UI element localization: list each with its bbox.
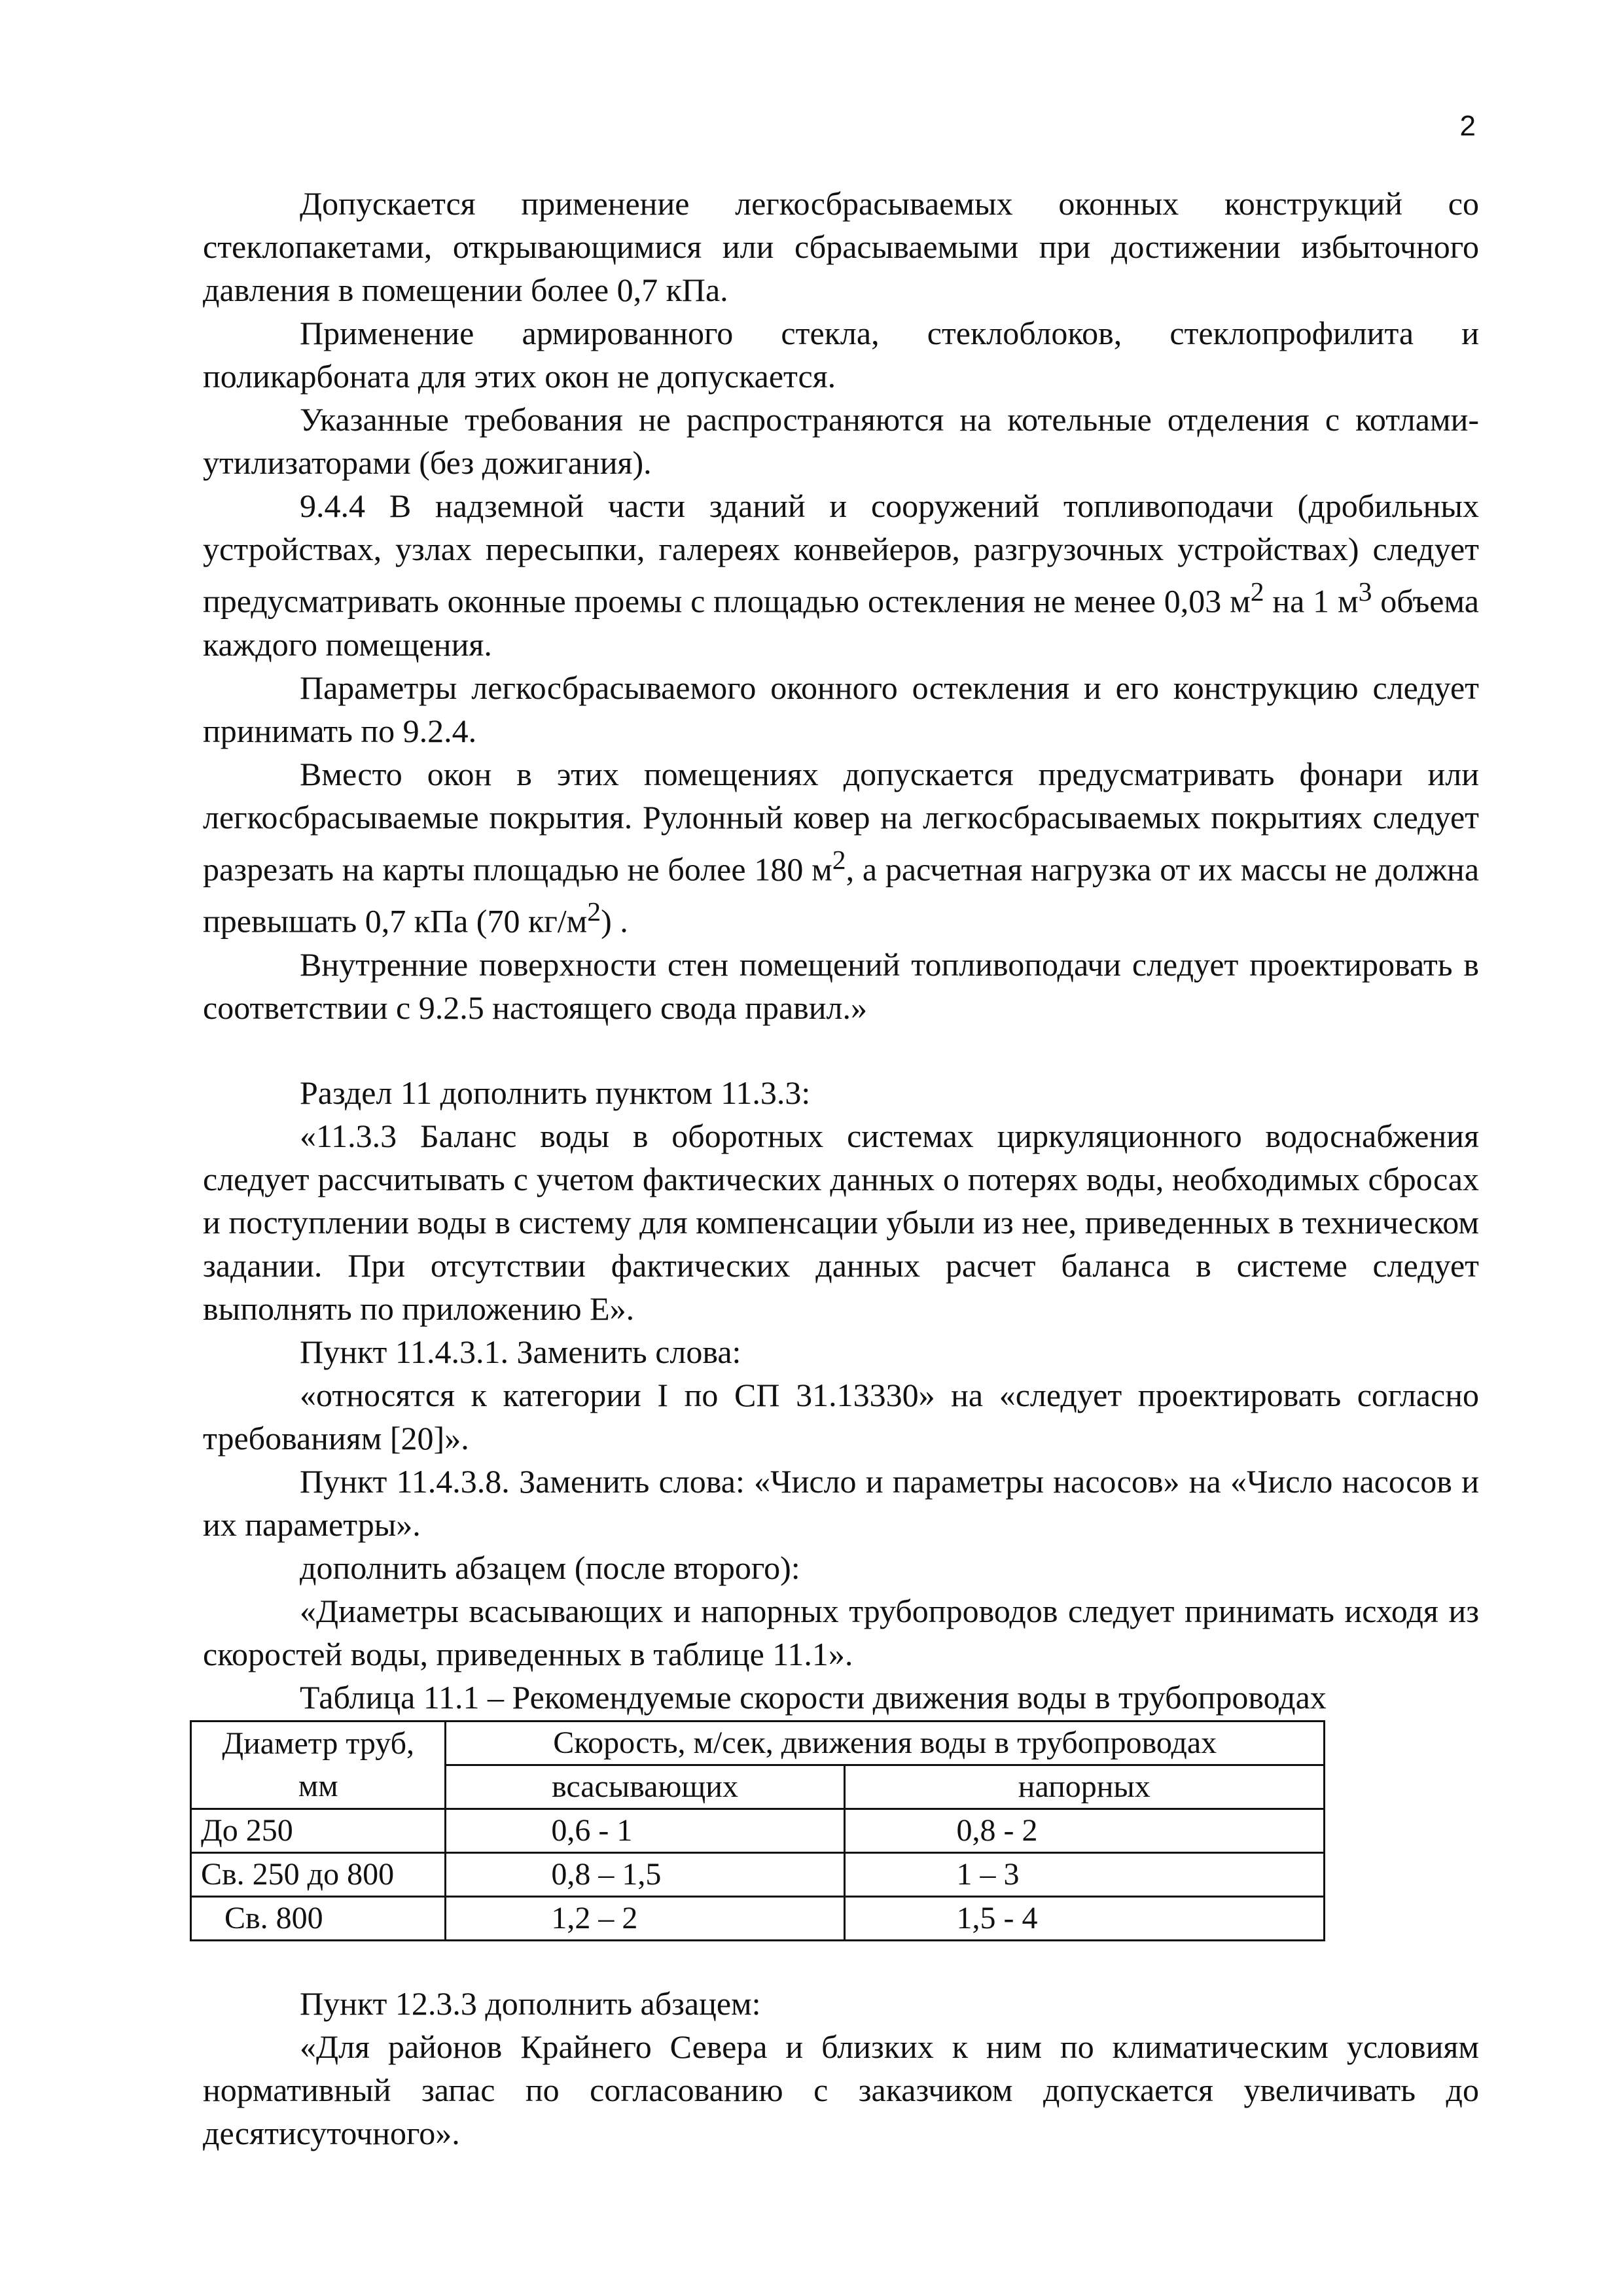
speed-table [190,1720,1325,1941]
paragraph-glass-prohibited: Применение армированного стекла, стеклоблоков, стеклопрофилита и поликарбоната для этих окон не допускается. [203,315,1479,395]
cell-diameter: До 250 [191,1809,446,1852]
cell-suction: 1,2 – 2 [446,1896,844,1940]
page-number: 2 [1459,110,1476,142]
header-speed-group: Скорость, м/сек, движения воды в трубопроводах [446,1721,1325,1765]
paragraph-skylights: Вместо окон в этих помещениях допускается предусматривать фонари или легкосбрасываемые покрытия. Рулонный ковер на легкосбрасываемых покрытиях следует разрезать на карты площадью не более 180 $м^2$, а расчетная нагрузка от их массы не должна превышать 0,7 кПа (70 $кг/м^2$) . [203,755,1480,940]
header-diameter-line2: мм [191,1765,446,1809]
cell-pressure: 1,5 - 4 [844,1896,1325,1940]
paragraph-11-3-3: «11.3.3 Баланс воды в оборотных системах циркуляционного водоснабжения следует рассчитывать с учетом фактических данных о потерях воды, необходимых сбросах и поступлении воды в систему для компенсации убыли из нее, приведенных в техническом задании. При отсутствии фактических данных расчет баланса в системе следует выполнять по приложению Е». [203,1117,1479,1327]
paragraph-boilers-exception: Указанные требования не распространяются на котельные отделения с котлами-утилизаторами (без дожигания). [203,401,1479,481]
cell-suction: 0,6 - 1 [446,1809,844,1852]
table-subheader-row [191,1765,1325,1809]
header-suction: всасывающих [446,1765,844,1809]
paragraph-12-3-3-title: Пункт 12.3.3 дополнить абзацем: [300,1985,761,2022]
header-pressure: напорных [844,1765,1325,1809]
header-diameter-line1: Диаметр труб, [191,1721,446,1765]
cell-suction: 0,8 – 1,5 [446,1852,844,1896]
paragraph-glazing-params: Параметры легкосбрасываемого оконного остекления и его конструкцию следует принимать по 9.2.4. [203,669,1479,749]
table-caption: Таблица 11.1 – Рекомендуемые скорости движения воды в трубопроводах [300,1678,1327,1716]
paragraph-11-4-3-8: Пункт 11.4.3.8. Заменить слова: «Число и параметры насосов» на «Число насосов и их параметры». [203,1462,1479,1543]
paragraph-inner-walls: Внутренние поверхности стен помещений топливоподачи следует проектировать в соответствии с 9.2.5 настоящего свода правил.» [203,945,1479,1026]
table-row [191,1809,1325,1852]
paragraph-add-abzac: дополнить абзацем (после второго): [300,1549,800,1586]
cell-pressure: 0,8 - 2 [844,1809,1325,1852]
paragraph-12-3-3-text: «Для районов Крайнего Севера и близких к ним по климатическим условиям нормативный запас по согласованию с заказчиком допускается увеличивать до десятисуточного». [203,2028,1479,2151]
cell-diameter: Св. 250 до 800 [191,1852,446,1896]
cell-pressure: 1 – 3 [844,1852,1325,1896]
document-body [203,182,1479,2155]
paragraph-9-4-4: 9.4.4 В надземной части зданий и сооружений топливоподачи (дробильных устройствах, узлах пересыпки, галереях конвейеров, разгрузочных устройствах) следует предусматривать оконные проемы с площадью остекления не менее 0,03 $м^2$ на 1 $м^3$ объема каждого помещения. [203,487,1479,663]
table-row [191,1852,1325,1896]
paragraph-diameters: «Диаметры всасывающих и напорных трубопроводов следует принимать исходя из скоростей воды, приведенных в таблице 11.1». [203,1592,1479,1672]
cell-diameter: Св. 800 [191,1896,446,1940]
table-header-row [191,1721,1325,1765]
table-row [191,1896,1325,1940]
section-11-heading: Раздел 11 дополнить пунктом 11.3.3: [300,1074,811,1111]
paragraph-glazing-allowed: Допускается применение легкосбрасываемых оконных конструкций со стеклопакетами, открывающимися или сбрасываемыми при достижении избыточного давления в помещении более 0,7 кПа. [203,185,1479,308]
paragraph-11-4-3-1-text: «относятся к категории I по СП 31.13330» на «следует проектировать согласно требованиям [20]». [203,1376,1479,1457]
paragraph-11-4-3-1-title: Пункт 11.4.3.1. Заменить слова: [300,1333,741,1370]
